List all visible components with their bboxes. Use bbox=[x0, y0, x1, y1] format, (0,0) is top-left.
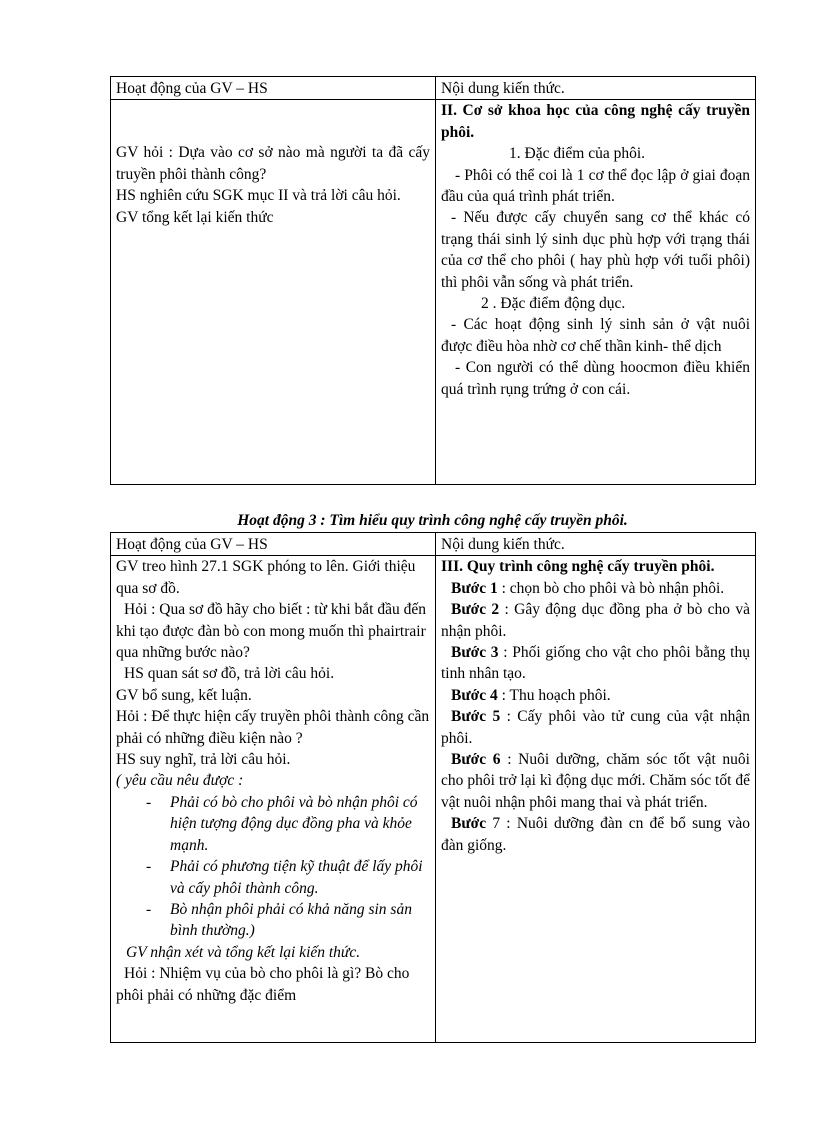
content-cell bbox=[436, 100, 756, 485]
table-row bbox=[111, 556, 756, 1043]
teacher-summary: GV tổng kết lại kiến thức bbox=[116, 208, 274, 226]
subheading-embryo: 1. Đặc điểm của phôi. bbox=[509, 145, 646, 163]
embryo-point-1: - Phôi có thể coi là 1 cơ thể đọc lập ở giai đoạn đầu của quá trình phát triển. bbox=[441, 166, 750, 206]
activity-line: GV treo hình 27.1 SGK phóng to lên. Giới thiệu qua sơ đồ. bbox=[116, 558, 416, 597]
activity-line: Hỏi : Nhiệm vụ của bò cho phôi là gì? Bò cho phôi phải có những đặc điểm bbox=[116, 965, 410, 1004]
col-header-activity: Hoạt động của GV – HS bbox=[111, 77, 436, 100]
process-step: Bước 1 : chọn bò cho phôi và bò nhận phôi. bbox=[451, 579, 725, 597]
col-header-activity: Hoạt động của GV – HS bbox=[111, 533, 436, 556]
table-header-row bbox=[111, 533, 756, 556]
process-step: Bước 7 : Nuôi dưỡng đàn cn để bổ sung vào đàn giống. bbox=[441, 815, 750, 854]
col-header-content: Nội dung kiến thức. bbox=[436, 77, 756, 100]
activity-cell bbox=[111, 100, 436, 485]
requirement-intro: ( yêu cầu nêu được : bbox=[116, 772, 244, 790]
table-header-row bbox=[111, 77, 756, 100]
teacher-question: GV hỏi : Dựa vào cơ sở nào mà người ta đã cấy truyền phôi thành công? bbox=[116, 144, 430, 183]
activity-3-heading: Hoạt động 3 : Tìm hiểu quy trình công nghệ cấy truyền phôi. bbox=[237, 512, 628, 529]
activity-line: GV nhận xét và tổng kết lại kiến thức. bbox=[126, 943, 361, 961]
table-knowledge-basis bbox=[110, 76, 756, 485]
list-item: - Bò nhận phôi phải có khả năng sin sản bình thường.) bbox=[146, 900, 412, 940]
list-item: - Phải có phương tiện kỹ thuật để lấy phôi và cấy phôi thành công. bbox=[146, 858, 423, 897]
col-header-content: Nội dung kiến thức. bbox=[436, 533, 756, 556]
activity-line: HS suy nghĩ, trả lời câu hỏi. bbox=[116, 751, 291, 769]
student-task: HS nghiên cứu SGK mục II và trả lời câu hỏi. bbox=[116, 187, 401, 205]
process-step: Bước 6 : Nuôi dưỡng, chăm sóc tốt vật nuôi cho phôi trở lại kì động dục mới. Chăm sóc tốt để vật nuôi nhận phôi mang thai và phát triển. bbox=[441, 751, 750, 811]
embryo-point-2: - Nếu được cấy chuyển sang cơ thể khác có trạng thái sinh lý sinh dục phù hợp với trạng thái của cơ thể cho phôi ( hay phù hợp với tuổi phôi) thì phôi vẫn sống và phát triển. bbox=[441, 209, 750, 291]
table-row bbox=[111, 100, 756, 485]
process-step: Bước 5 : Cấy phôi vào tử cung của vật nhận phôi. bbox=[441, 708, 751, 747]
dash-bullet: - bbox=[146, 793, 152, 811]
dash-bullet: - bbox=[146, 900, 152, 918]
requirement-list bbox=[116, 792, 430, 942]
process-step: Bước 4 : Thu hoạch phôi. bbox=[451, 686, 611, 704]
activity-line: Hỏi : Qua sơ đồ hãy cho biết : từ khi bắt đầu đến khi tạo được đàn bò con mong muốn thì phairtrair qua những bước nào? bbox=[116, 601, 427, 662]
section-title-ii: II. Cơ sở khoa học của công nghệ cấy truyền phôi. bbox=[441, 102, 750, 141]
activity-cell bbox=[111, 556, 436, 1043]
section-title-iii: III. Quy trình công nghệ cấy truyền phôi. bbox=[441, 558, 715, 576]
activity-line: HS quan sát sơ đồ, trả lời câu hỏi. bbox=[124, 665, 335, 683]
process-step: Bước 3 : Phối giống cho vật cho phôi bằng thụ tinh nhân tạo. bbox=[441, 644, 750, 683]
table-transfer-process bbox=[110, 532, 756, 1043]
dash-bullet: - bbox=[146, 858, 152, 876]
activity-line: GV bổ sung, kết luận. bbox=[116, 686, 252, 704]
content-cell bbox=[436, 556, 756, 1043]
subheading-estrus: 2 . Đặc điểm động dục. bbox=[481, 295, 626, 313]
estrus-point-2: - Con người có thể dùng hoocmon điều khiển quá trình rụng trứng ở con cái. bbox=[441, 359, 750, 398]
process-step: Bước 2 : Gây động dục đồng pha ở bò cho và nhận phôi. bbox=[441, 601, 750, 640]
estrus-point-1: - Các hoạt động sinh lý sinh sản ở vật nuôi được điều hòa nhờ cơ chế thần kinh- thể dịch bbox=[441, 316, 750, 355]
list-item: - Phải có bò cho phôi và bò nhận phôi có hiện tượng động dục đồng pha và khỏe mạnh. bbox=[146, 793, 418, 854]
activity-line: Hỏi : Để thực hiện cấy truyền phôi thành công cần phải có những điều kiện nào ? bbox=[116, 708, 430, 747]
